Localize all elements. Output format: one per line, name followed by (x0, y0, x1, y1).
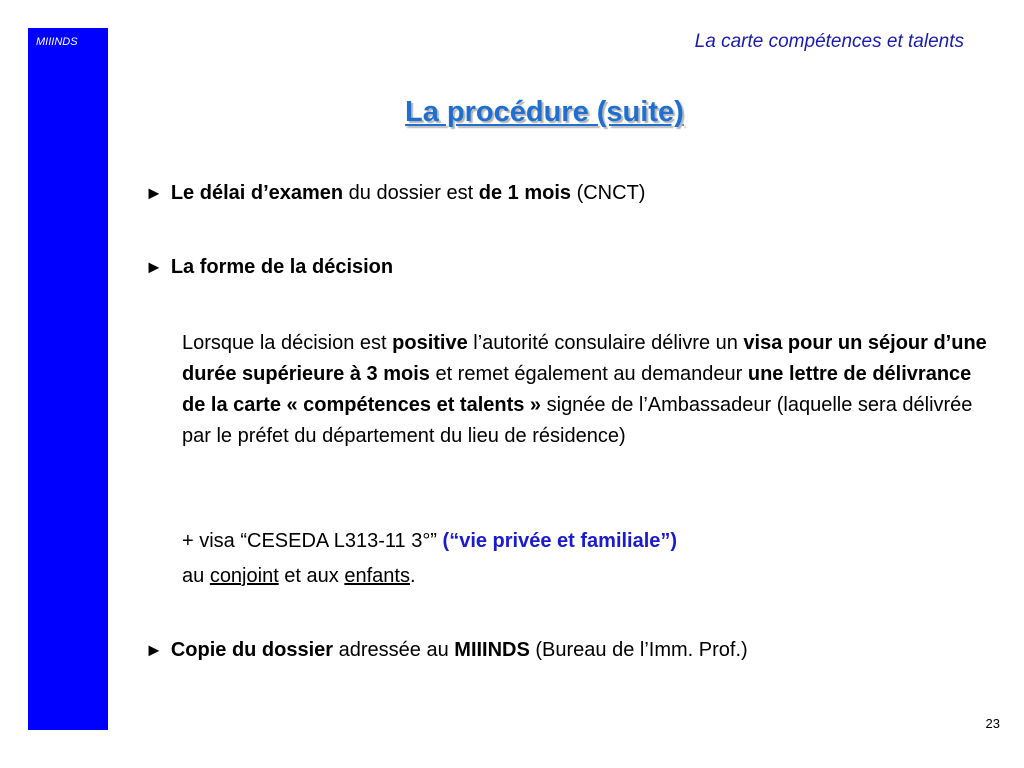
bullet-delai-bold-2: de 1 mois (478, 182, 572, 204)
bullet-arrow-icon: ► (145, 257, 163, 277)
slide-title: La procédure (suite) (405, 96, 684, 128)
bullet-delai-text-2: (CNCT) (571, 182, 646, 204)
bullet-forme-bold: La forme de la décision (170, 256, 394, 278)
family-line-enfants: enfants (344, 565, 410, 587)
visa-line (182, 530, 677, 553)
family-line-text-3: . (409, 565, 416, 587)
visa-line-text: + visa “CESEDA L313-11 3°” (182, 530, 443, 552)
bullet-copie (145, 639, 748, 662)
sidebar-label: MIIINDS (36, 36, 78, 48)
family-line-text-1: au (182, 565, 210, 587)
bullet-forme (145, 256, 393, 279)
bullet-copie-text-1: adressée au (333, 639, 455, 661)
header-title: La carte compétences et talents (694, 31, 964, 52)
para-text-4: signée de l’Ambassadeur (laquelle sera délivrée par le préfet du département du lieu de résidence) (182, 394, 973, 447)
para-bold-3: une lettre de délivrance de la carte « compétences et talents » (182, 363, 972, 416)
family-line (182, 565, 416, 588)
para-bold-2: visa pour un séjour d’une durée supérieure à 3 mois (182, 332, 987, 385)
sidebar-band (28, 28, 108, 730)
para-text-3: et remet également au demandeur (429, 363, 748, 385)
bullet-delai-text-1: du dossier est (343, 182, 479, 204)
para-text-1: Lorsque la décision est (182, 332, 393, 354)
family-line-conjoint: conjoint (209, 565, 279, 587)
bullet-copie-text-2: (Bureau de l’Imm. Prof.) (529, 639, 748, 661)
bullet-delai (145, 182, 645, 205)
bullet-arrow-icon: ► (145, 640, 163, 660)
bullet-delai-bold-1: Le délai d’examen (170, 182, 344, 204)
bullet-arrow-icon: ► (145, 183, 163, 203)
page-number: 23 (985, 716, 1000, 731)
bullet-copie-bold-1: Copie du dossier (170, 639, 334, 661)
decision-paragraph (182, 328, 997, 452)
para-text-2: l’autorité consulaire délivre un (467, 332, 744, 354)
family-line-text-2: et aux (278, 565, 345, 587)
visa-line-highlight: (“vie privée et familiale”) (442, 530, 678, 552)
bullet-copie-bold-2: MIIINDS (454, 639, 530, 661)
para-bold-1: positive (392, 332, 468, 354)
